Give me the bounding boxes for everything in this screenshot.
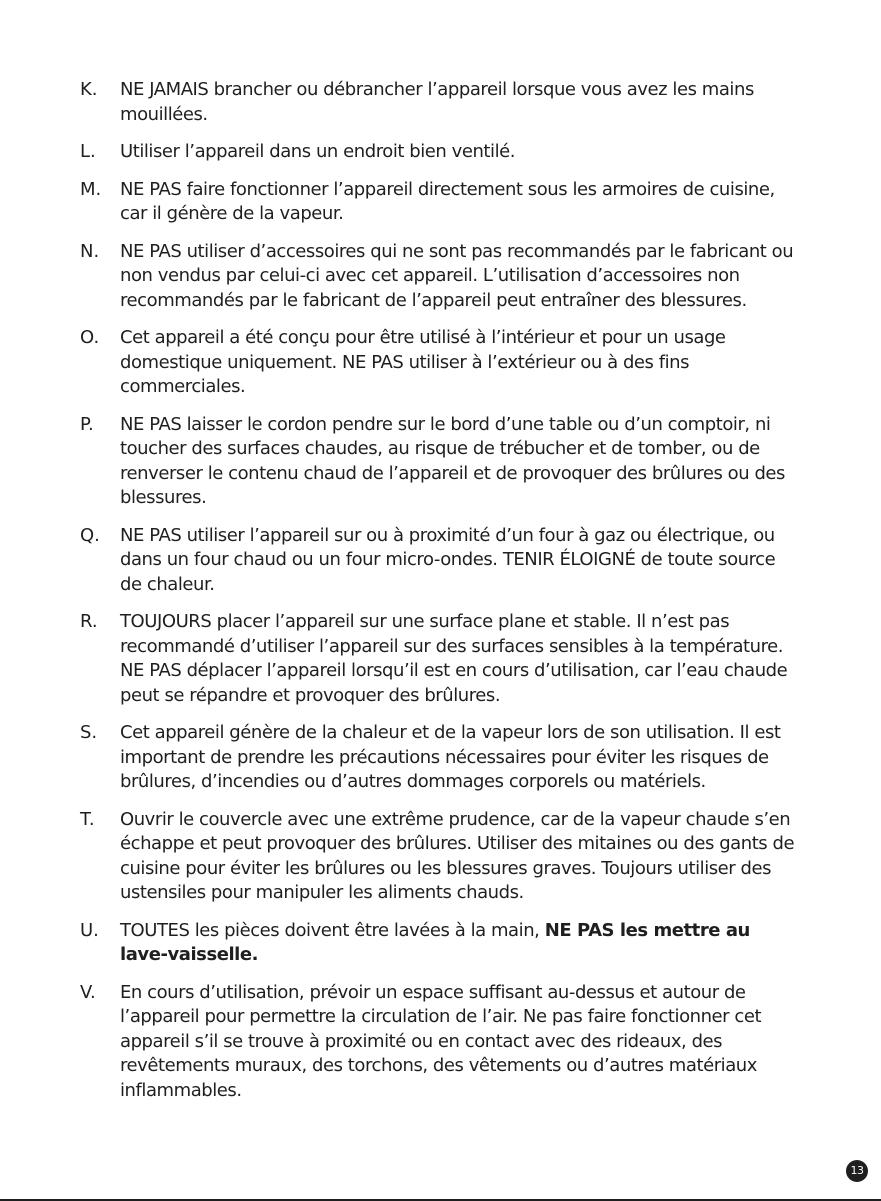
item-text: Ouvrir le couvercle avec une extrême prudence, car de la vapeur chaude s’en échappe et peut provoquer des brûlures. Utiliser des mitaines ou des gants de cuisine pour éviter les brûlures ou les blessures graves. Toujours utiliser des ustensiles pour manipuler les aliments chauds. [120, 808, 795, 903]
list-item-q [80, 524, 800, 598]
item-text: Utiliser l’appareil dans un endroit bien ventilé. [120, 141, 516, 162]
list-item-t [80, 808, 800, 906]
list-item-s [80, 721, 800, 795]
list-item-v [80, 981, 800, 1104]
item-letter: L. [80, 141, 96, 162]
item-text: Cet appareil a été conçu pour être utilisé à l’intérieur et pour un usage domestique uniquement. NE PAS utiliser à l’extérieur ou à des fins commerciales. [120, 327, 726, 397]
item-text: NE PAS laisser le cordon pendre sur le bord d’une table ou d’un comptoir, ni toucher des surfaces chaudes, au risque de trébucher et de tomber, ou de renverser le contenu chaud de l’appareil et de provoquer des brûlures ou des blessures. [120, 413, 785, 508]
list-item-l [80, 140, 800, 165]
item-letter: Q. [80, 524, 100, 546]
page-number-badge: 13 [846, 1160, 868, 1182]
item-text: NE PAS utiliser l’appareil sur ou à proximité d’un four à gaz ou électrique, ou dans un four chaud ou un four micro-ondes. TENIR ÉLOIGNÉ de toute source de chaleur. [120, 524, 776, 595]
item-letter: P. [80, 413, 94, 435]
item-letter: V. [80, 981, 96, 1003]
list-item-k [80, 78, 800, 127]
item-letter: S. [80, 722, 98, 743]
item-letter: T. [80, 808, 95, 830]
item-letter: K. [80, 79, 98, 100]
item-letter: M. [80, 178, 102, 200]
list-item-m [80, 178, 800, 227]
item-letter: R. [80, 611, 98, 632]
item-letter: U. [80, 919, 99, 941]
item-text: NE PAS utiliser d’accessoires qui ne sont pas recommandés par le fabricant ou non vendus par celui-ci avec cet appareil. L’utilisation d’accessoires non recommandés par le fabricant de l’appareil peut entraîner des blessures. [120, 240, 794, 311]
item-text: Cet appareil génère de la chaleur et de la vapeur lors de son utilisation. Il est important de prendre les précautions nécessaires pour éviter les risques de brûlures, d’incendies ou d’autres dommages corporels ou matériels. [120, 722, 781, 792]
item-letter: O. [80, 327, 100, 348]
list-item-n [80, 240, 800, 314]
list-item-r [80, 610, 800, 708]
item-text: NE JAMAIS brancher ou débrancher l’appareil lorsque vous avez les mains mouillées. [120, 79, 754, 125]
item-text-regular: TOUTES les pièces doivent être lavées à la main, [120, 919, 545, 941]
item-text [120, 919, 800, 968]
item-text: TOUJOURS placer l’appareil sur une surface plane et stable. Il n’est pas recommandé d’utiliser l’appareil sur des surfaces sensibles à la température. NE PAS déplacer l’appareil lorsqu’il est en cours d’utilisation, car l’eau chaude peut se répandre et provoquer des brûlures. [120, 611, 788, 706]
list-item-p [80, 413, 800, 511]
item-text: En cours d’utilisation, prévoir un espace suffisant au-dessus et autour de l’appareil pour permettre la circulation de l’air. Ne pas faire fonctionner cet appareil s’il se trouve à proximité ou en contact avec des rideaux, des revêtements muraux, des torchons, des vêtements ou d’autres matériaux inflammables. [120, 981, 762, 1101]
item-letter: N. [80, 240, 100, 262]
item-text-bold: NE PAS les mettre au lave-vaisselle. [120, 919, 750, 965]
list-item-o [80, 326, 800, 400]
safety-instructions-list [80, 78, 800, 1116]
list-item-u [80, 919, 800, 968]
item-text: NE PAS faire fonctionner l’appareil directement sous les armoires de cuisine, car il génère de la vapeur. [120, 178, 775, 224]
